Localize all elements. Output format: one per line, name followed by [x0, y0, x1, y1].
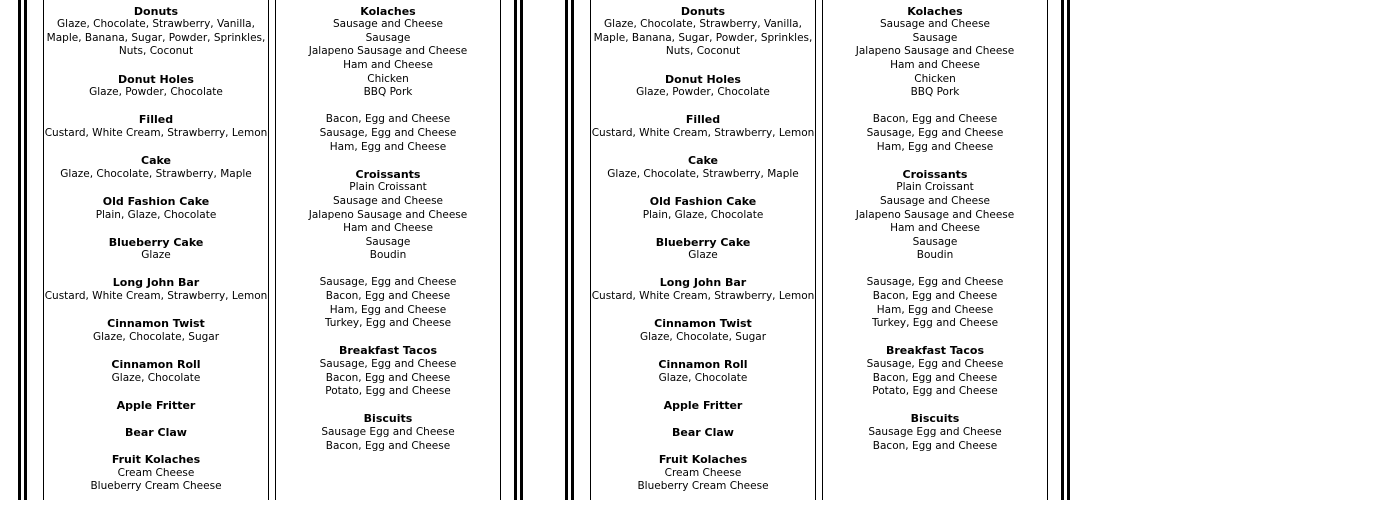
menu-section — [590, 113, 816, 140]
menu-item-line: Jalapeno Sausage and Cheese — [855, 45, 1015, 58]
menu-item-line: Jalapeno Sausage and Cheese — [855, 208, 1015, 221]
section-title: Breakfast Tacos — [886, 344, 984, 358]
menu-item-line: Sausage and Cheese — [879, 194, 991, 207]
menu-section — [43, 195, 269, 222]
menu-item-line: Sausage, Egg and Cheese — [319, 126, 457, 139]
menu-item-line: Bacon, Egg and Cheese — [325, 290, 451, 303]
border-line — [571, 0, 574, 500]
border-line — [24, 0, 27, 500]
menu-item-line: Maple, Banana, Sugar, Powder, Sprinkles, — [593, 31, 813, 44]
section-title: Croissants — [355, 167, 421, 181]
section-title: Old Fashion Cake — [649, 194, 757, 208]
menu-section — [590, 73, 816, 100]
menu-item-line: Ham and Cheese — [890, 58, 980, 71]
menu-section — [275, 5, 501, 100]
menu-section — [590, 317, 816, 344]
menu-item-line: Glaze, Chocolate — [111, 371, 201, 384]
menu-item-line: Potato, Egg and Cheese — [872, 385, 998, 398]
menu-section — [822, 168, 1048, 263]
menu-item-line: Chicken — [367, 72, 409, 85]
menu-section — [590, 453, 816, 494]
section-title: Donuts — [133, 4, 179, 18]
menu-item-line: Blueberry Cream Cheese — [637, 480, 769, 493]
section-title: Old Fashion Cake — [102, 194, 210, 208]
menu-item-line: Sausage and Cheese — [332, 194, 444, 207]
menu-item-line: Sausage Egg and Cheese — [321, 426, 455, 438]
menu-section — [275, 344, 501, 398]
menu-item-line: Sausage, Egg and Cheese — [866, 276, 1004, 289]
section-title: Filled — [685, 113, 721, 127]
menu-item-line: Plain, Glaze, Chocolate — [95, 208, 217, 221]
menu-section — [822, 344, 1048, 398]
menu-section — [43, 73, 269, 100]
menu-item-line: Bacon, Egg and Cheese — [325, 113, 451, 126]
sweets-column — [590, 0, 816, 508]
menu-item-line: Ham and Cheese — [343, 222, 433, 235]
section-title: Fruit Kolaches — [111, 453, 201, 467]
border-line — [520, 0, 523, 500]
menu-section — [822, 276, 1048, 330]
menu-item-line: Sausage, Egg and Cheese — [866, 126, 1004, 139]
menu-item-line: Plain Croissant — [896, 181, 974, 194]
menu-item-line: Sausage — [365, 31, 411, 44]
section-title: Cake — [688, 154, 718, 168]
menu-item-line: Bacon, Egg and Cheese — [325, 371, 451, 384]
menu-item-line: Boudin — [916, 249, 954, 262]
menu-item-line: Boudin — [369, 249, 407, 262]
menu-item-line: Bacon, Egg and Cheese — [872, 113, 998, 126]
section-title: Cinnamon Roll — [658, 358, 748, 372]
menu-item-line: Glaze, Chocolate, Strawberry, Vanilla, — [604, 18, 802, 31]
menu-item-line: Sausage and Cheese — [332, 18, 444, 31]
section-title: Apple Fritter — [663, 398, 743, 412]
menu-section — [590, 358, 816, 385]
menu-item-line: Custard, White Cream, Strawberry, Lemon — [591, 290, 815, 303]
section-title: Biscuits — [910, 412, 960, 426]
menu-section — [275, 412, 501, 453]
menu-section — [822, 412, 1048, 453]
menu-item-line: Ham, Egg and Cheese — [329, 303, 447, 316]
section-title: Cinnamon Twist — [654, 317, 752, 331]
section-title: Blueberry Cake — [655, 235, 751, 249]
menu-section — [43, 317, 269, 344]
menu-item-line: Glaze, Chocolate, Sugar — [639, 330, 767, 343]
menu-section — [590, 5, 816, 59]
section-title: Kolaches — [907, 4, 963, 18]
section-title: Fruit Kolaches — [658, 453, 748, 467]
section-title: Long John Bar — [659, 276, 747, 290]
menu-section — [590, 236, 816, 263]
menu-item-line: Glaze, Powder, Chocolate — [636, 86, 770, 99]
menu-section — [590, 154, 816, 181]
menu-section — [43, 399, 269, 413]
menu-item-line: Sausage — [912, 235, 958, 248]
menu-item-line: Glaze, Chocolate, Sugar — [92, 330, 220, 343]
menu-section — [275, 168, 501, 263]
section-title: Croissants — [902, 167, 968, 181]
menu-item-line: Sausage — [912, 31, 958, 44]
menu-item-line: Jalapeno Sausage and Cheese — [308, 45, 468, 58]
menu-item-line: Glaze, Chocolate — [658, 371, 748, 384]
menu-item-line: Glaze, Chocolate, Strawberry, Maple — [607, 167, 799, 180]
menu-section — [43, 154, 269, 181]
section-title: Biscuits — [363, 412, 413, 426]
menu-item-line: Custard, White Cream, Strawberry, Lemon — [44, 290, 268, 303]
section-title: Cake — [141, 154, 171, 168]
section-title: Donuts — [680, 4, 726, 18]
savory-column — [822, 0, 1048, 467]
menu-item-line: Glaze, Chocolate, Strawberry, Vanilla, — [57, 18, 255, 31]
menu-item-line: Plain Croissant — [349, 181, 427, 194]
menu-section — [43, 5, 269, 59]
menu-section — [275, 113, 501, 154]
section-title: Bear Claw — [672, 426, 734, 439]
menu-item-line: Jalapeno Sausage and Cheese — [308, 208, 468, 221]
section-title: Breakfast Tacos — [339, 344, 437, 358]
section-title: Apple Fritter — [116, 398, 196, 412]
menu-item-line: BBQ Pork — [363, 86, 413, 99]
menu-item-line: Turkey, Egg and Cheese — [871, 317, 999, 330]
menu-section — [43, 358, 269, 385]
menu-section — [822, 113, 1048, 154]
section-title: Bear Claw — [125, 426, 187, 439]
menu-section — [590, 399, 816, 413]
menu-section — [590, 276, 816, 303]
menu-item-line: Custard, White Cream, Strawberry, Lemon — [44, 126, 268, 139]
menu-item-line: Bacon, Egg and Cheese — [872, 371, 998, 384]
section-title: Kolaches — [360, 4, 416, 18]
menu-section — [590, 195, 816, 222]
section-title: Donut Holes — [118, 72, 194, 86]
section-title: Cinnamon Roll — [111, 358, 201, 372]
menu-item-line: Sausage, Egg and Cheese — [866, 358, 1004, 371]
menu-item-line: BBQ Pork — [910, 86, 960, 99]
border-line — [514, 0, 517, 500]
border-line — [18, 0, 21, 500]
menu-item-line: Plain, Glaze, Chocolate — [642, 208, 764, 221]
section-title: Blueberry Cake — [108, 235, 204, 249]
border-line — [565, 0, 568, 500]
section-title: Donut Holes — [665, 72, 741, 86]
menu-item-line: Potato, Egg and Cheese — [325, 385, 451, 398]
menu-item-line: Bacon, Egg and Cheese — [872, 290, 998, 303]
menu-item-line: Bacon, Egg and Cheese — [325, 439, 451, 452]
menu-item-line: Sausage, Egg and Cheese — [319, 358, 457, 371]
menu-item-line: Ham, Egg and Cheese — [329, 140, 447, 153]
menu-item-line: Cream Cheese — [664, 466, 742, 479]
menu-item-line: Ham and Cheese — [890, 222, 980, 235]
menu-item-line: Maple, Banana, Sugar, Powder, Sprinkles, — [46, 31, 266, 44]
menu-item-line: Ham, Egg and Cheese — [876, 303, 994, 316]
menu-item-line: Nuts, Coconut — [665, 45, 741, 58]
menu-item-line: Cream Cheese — [117, 466, 195, 479]
menu-section — [43, 113, 269, 140]
menu-section — [43, 276, 269, 303]
menu-item-line: Glaze — [688, 249, 718, 262]
menu-item-line: Blueberry Cream Cheese — [90, 480, 222, 493]
border-line — [1067, 0, 1070, 500]
menu-item-line: Sausage and Cheese — [879, 18, 991, 31]
menu-item-line: Turkey, Egg and Cheese — [324, 317, 452, 330]
menu-section — [43, 426, 269, 440]
menu-item-line: Chicken — [914, 72, 956, 85]
section-title: Cinnamon Twist — [107, 317, 205, 331]
section-title: Long John Bar — [112, 276, 200, 290]
menu-item-line: Bacon, Egg and Cheese — [872, 439, 998, 452]
menu-section — [275, 276, 501, 330]
section-title: Filled — [138, 113, 174, 127]
menu-item-line: Sausage Egg and Cheese — [868, 426, 1002, 438]
menu-item-line: Ham and Cheese — [343, 58, 433, 71]
savory-column — [275, 0, 501, 467]
border-line — [1061, 0, 1064, 500]
menu-item-line: Ham, Egg and Cheese — [876, 140, 994, 153]
sweets-column — [43, 0, 269, 508]
menu-item-line: Glaze — [141, 249, 171, 262]
menu-item-line: Sausage, Egg and Cheese — [319, 276, 457, 289]
menu-section — [43, 453, 269, 494]
menu-item-line: Glaze, Chocolate, Strawberry, Maple — [60, 167, 252, 180]
menu-item-line: Glaze, Powder, Chocolate — [89, 86, 223, 99]
menu-item-line: Nuts, Coconut — [118, 45, 194, 58]
menu-section — [43, 236, 269, 263]
menu-section — [590, 426, 816, 440]
menu-item-line: Custard, White Cream, Strawberry, Lemon — [591, 126, 815, 139]
menu-item-line: Sausage — [365, 235, 411, 248]
menu-section — [822, 5, 1048, 100]
